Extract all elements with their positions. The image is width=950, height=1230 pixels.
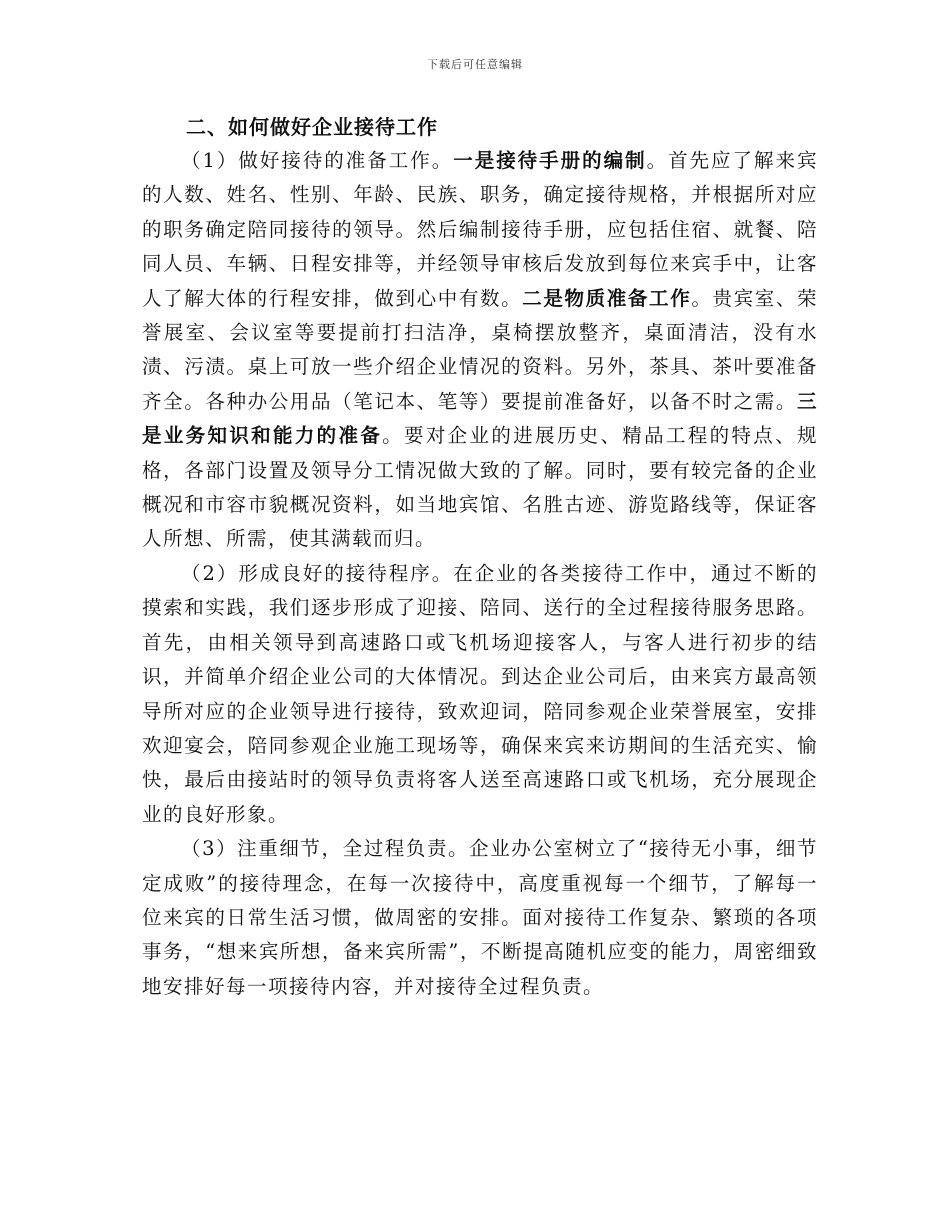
- paragraph-1-text-4: 。要对企业的进展历史、精品工程的特点、规格，各部门设置及领导分工情况做大致的了解。同时，要有较完备的企业概况和市容市貌概况资料，如当地宾馆、名胜古迹、游览路线等，保证客人所想、所需，使其满载而归。: [142, 424, 818, 551]
- section-heading: 二、如何做好企业接待工作: [186, 115, 438, 139]
- paragraph-1-bold-1: 一是接待手册的编制: [453, 149, 647, 172]
- document-body: [142, 110, 818, 1004]
- header-note: 下载后可任意编辑: [427, 58, 523, 71]
- paragraph-1-text-2: 。首先应了解来宾的人数、姓名、性别、年龄、民族、职务，确定接待规格，并根据所对应的职务确定陪同接待的领导。然后编制接待手册，应包括住宿、就餐、陪同人员、车辆、日程安排等，并经领导审核后发放到每位来宾手中，让客人了解大体的行程安排，做到心中有数。: [142, 149, 818, 310]
- paragraph-3: （3）注重细节，全过程负责。企业办公室树立了“接待无小事，细节定成败”的接待理念，在每一次接待中，高度重视每一个细节，了解每一位来宾的日常生活习惯，做周密的安排。面对接待工作复杂、繁琐的各项事务，“想来宾所想，备来宾所需”，不断提高随机应变的能力，周密细致地安排好每一项接待内容，并对接待全过程负责。: [142, 837, 818, 998]
- paragraph-1-text-3: 。贵宾室、荣誉展室、会议室等要提前打扫洁净，桌椅摆放整齐，桌面清洁，没有水渍、污渍。桌上可放一些介绍企业情况的资料。另外，茶具、茶叶要准备齐全。各种办公用品（笔记本、笔等）要提前准备好，以备不时之需。: [142, 286, 818, 413]
- paragraph-1: [142, 144, 818, 557]
- paragraph-1-text-1: （1）做好接待的准备工作。: [181, 149, 454, 172]
- paragraph-1-bold-2: 二是物质准备工作: [522, 286, 692, 310]
- paragraph-1-bold-3: 三是业务知识和能力的准备: [142, 389, 818, 448]
- paragraph-2: （2）形成良好的接待程序。在企业的各类接待工作中，通过不断的摸索和实践，我们逐步形成了迎接、陪同、送行的全过程接待服务思路。首先，由相关领导到高速路口或飞机场迎接客人，与客人进行初步的结识，并简单介绍企业公司的大体情况。到达企业公司后，由来宾方最高领导所对应的企业领导进行接待，致欢迎词，陪同参观企业荣誉展室，安排欢迎宴会，陪同参观企业施工现场等，确保来宾来访期间的生活充实、愉快，最后由接站时的领导负责将客人送至高速路口或飞机场，充分展现企业的良好形象。: [142, 561, 818, 826]
